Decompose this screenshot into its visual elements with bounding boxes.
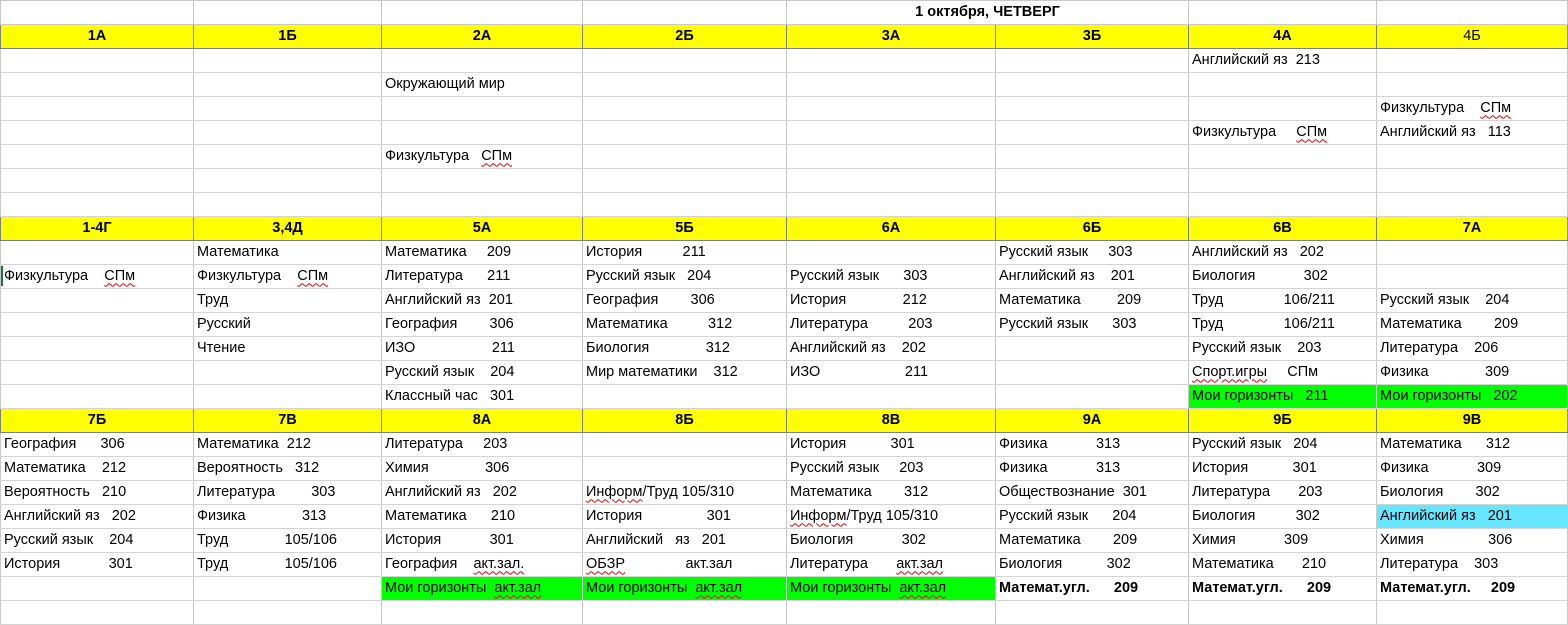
- lesson-cell[interactable]: ИЗО 211: [787, 361, 996, 385]
- spellcheck-flag: Информ: [790, 508, 847, 525]
- lesson-row: [1, 145, 1568, 169]
- empty-cell[interactable]: [583, 145, 787, 169]
- lesson-cell[interactable]: Спорт.игры СПм: [1189, 361, 1377, 385]
- lesson-cell[interactable]: Мои горизонты акт.зал: [787, 577, 996, 601]
- lesson-row: [1, 337, 1568, 361]
- empty-cell[interactable]: [583, 121, 787, 145]
- empty-cell[interactable]: [194, 49, 382, 73]
- empty-cell[interactable]: [382, 193, 583, 217]
- lesson-cell[interactable]: Русский язык 303: [996, 313, 1189, 337]
- lesson-cell[interactable]: Русский язык 204: [1189, 433, 1377, 457]
- lesson-cell[interactable]: Математика: [194, 241, 382, 265]
- empty-cell[interactable]: [787, 241, 996, 265]
- empty-cell[interactable]: [583, 97, 787, 121]
- lesson-cell[interactable]: История 301: [1, 553, 194, 577]
- empty-cell[interactable]: [1, 193, 194, 217]
- spellcheck-flag: Информ: [586, 484, 643, 501]
- lesson-cell[interactable]: Литература акт.зал: [787, 553, 996, 577]
- empty-cell[interactable]: [1377, 601, 1568, 625]
- lesson-row: [1, 577, 1568, 601]
- empty-cell[interactable]: [996, 97, 1189, 121]
- class-header-cell[interactable]: 8А: [382, 409, 583, 433]
- lesson-row: [1, 361, 1568, 385]
- lesson-cell[interactable]: Математика 209: [382, 241, 583, 265]
- lesson-cell[interactable]: Биология 302: [1189, 265, 1377, 289]
- lesson-cell[interactable]: Вероятность 210: [1, 481, 194, 505]
- class-header-row: [1, 409, 1568, 433]
- cell-selection-marker: [1, 266, 3, 286]
- empty-cell[interactable]: [583, 601, 787, 625]
- spellcheck-flag: Спорт.игры: [1192, 364, 1268, 381]
- empty-cell[interactable]: [1377, 49, 1568, 73]
- lesson-cell[interactable]: Математика 312: [1377, 433, 1568, 457]
- empty-cell[interactable]: [1377, 169, 1568, 193]
- class-header-row: [1, 217, 1568, 241]
- lesson-cell[interactable]: Биология 302: [1377, 481, 1568, 505]
- empty-cell[interactable]: [996, 169, 1189, 193]
- spellcheck-flag: СПм: [1296, 124, 1328, 141]
- lesson-cell[interactable]: Биология 302: [787, 529, 996, 553]
- lesson-cell[interactable]: Русский язык 204: [382, 361, 583, 385]
- empty-cell[interactable]: [1, 1, 194, 25]
- lesson-cell[interactable]: ИЗО 211: [382, 337, 583, 361]
- lesson-cell[interactable]: Информ/Труд 105/310: [787, 505, 996, 529]
- empty-cell[interactable]: [583, 193, 787, 217]
- spellcheck-flag: СПм: [104, 268, 136, 285]
- lesson-cell[interactable]: Биология 312: [583, 337, 787, 361]
- empty-cell[interactable]: [1, 145, 194, 169]
- empty-cell[interactable]: [1, 73, 194, 97]
- empty-cell[interactable]: [1377, 265, 1568, 289]
- lesson-row: [1, 601, 1568, 625]
- lesson-cell[interactable]: Математика 212: [194, 433, 382, 457]
- lesson-row: [1, 313, 1568, 337]
- empty-cell[interactable]: [1377, 145, 1568, 169]
- empty-cell[interactable]: [787, 601, 996, 625]
- empty-cell[interactable]: [1189, 1, 1377, 25]
- class-header-cell[interactable]: 2Б: [583, 25, 787, 49]
- empty-cell[interactable]: [382, 121, 583, 145]
- empty-cell[interactable]: [1, 601, 194, 625]
- lesson-cell[interactable]: Математ.угл. 209: [1189, 577, 1377, 601]
- lesson-cell[interactable]: ОБЗР акт.зал: [583, 553, 787, 577]
- lesson-cell[interactable]: Мои горизонты акт.зал: [583, 577, 787, 601]
- empty-cell[interactable]: [583, 385, 787, 409]
- lesson-cell[interactable]: Математика 209: [996, 529, 1189, 553]
- lesson-row: [1, 385, 1568, 409]
- class-header-cell[interactable]: 3А: [787, 25, 996, 49]
- lesson-cell[interactable]: История 301: [1189, 457, 1377, 481]
- lesson-cell[interactable]: Литература 203: [382, 433, 583, 457]
- class-header-cell[interactable]: 6Б: [996, 217, 1189, 241]
- empty-cell[interactable]: [194, 1, 382, 25]
- class-header-cell[interactable]: 1-4Г: [1, 217, 194, 241]
- empty-cell[interactable]: [194, 169, 382, 193]
- empty-cell[interactable]: [194, 577, 382, 601]
- empty-cell[interactable]: [787, 193, 996, 217]
- lesson-cell[interactable]: Русский язык 203: [1189, 337, 1377, 361]
- lesson-cell[interactable]: Физика 309: [1377, 457, 1568, 481]
- empty-cell[interactable]: [996, 121, 1189, 145]
- lesson-cell[interactable]: Математика 209: [1377, 313, 1568, 337]
- empty-cell[interactable]: [1189, 145, 1377, 169]
- lesson-cell[interactable]: Математика 210: [382, 505, 583, 529]
- lesson-cell[interactable]: Математика 212: [1, 457, 194, 481]
- empty-cell[interactable]: [382, 601, 583, 625]
- class-header-cell[interactable]: 5Б: [583, 217, 787, 241]
- lesson-row: [1, 241, 1568, 265]
- class-header-cell[interactable]: 3Б: [996, 25, 1189, 49]
- spellcheck-flag: акт.зал: [896, 556, 943, 573]
- empty-cell[interactable]: [996, 145, 1189, 169]
- lesson-row: [1, 529, 1568, 553]
- lesson-cell[interactable]: Английский яз 202: [1, 505, 194, 529]
- empty-cell[interactable]: [1189, 601, 1377, 625]
- lesson-cell[interactable]: Труд: [194, 289, 382, 313]
- lesson-cell[interactable]: Труд 106/211: [1189, 313, 1377, 337]
- empty-cell[interactable]: [583, 169, 787, 193]
- empty-cell[interactable]: [583, 433, 787, 457]
- lesson-cell[interactable]: Математ.угл. 209: [996, 577, 1189, 601]
- spellcheck-flag: акт.зал: [899, 580, 947, 597]
- class-header-cell[interactable]: 8Б: [583, 409, 787, 433]
- class-header-cell[interactable]: 6А: [787, 217, 996, 241]
- lesson-cell[interactable]: География акт.зал.: [382, 553, 583, 577]
- lesson-cell[interactable]: Химия 306: [1377, 529, 1568, 553]
- class-header-cell[interactable]: 4А: [1189, 25, 1377, 49]
- lesson-cell[interactable]: Биология 302: [996, 553, 1189, 577]
- class-header-cell[interactable]: 7Б: [1, 409, 194, 433]
- lesson-cell[interactable]: Литература 211: [382, 265, 583, 289]
- lesson-row: [1, 481, 1568, 505]
- class-header-row: [1, 25, 1568, 49]
- spellcheck-flag: акт.зал: [494, 580, 542, 597]
- empty-cell[interactable]: [583, 49, 787, 73]
- spellcheck-flag: СПм: [297, 268, 329, 285]
- lesson-cell[interactable]: Русский язык 204: [1, 529, 194, 553]
- empty-cell[interactable]: [1, 577, 194, 601]
- lesson-cell[interactable]: Классный час 301: [382, 385, 583, 409]
- empty-cell[interactable]: [1, 385, 194, 409]
- lesson-row: [1, 193, 1568, 217]
- class-header-cell[interactable]: 9А: [996, 409, 1189, 433]
- lesson-cell[interactable]: Физика 313: [194, 505, 382, 529]
- lesson-cell[interactable]: Мои горизонты 202: [1377, 385, 1568, 409]
- empty-cell[interactable]: [787, 73, 996, 97]
- lesson-cell[interactable]: Мир математики 312: [583, 361, 787, 385]
- lesson-cell[interactable]: Литература 203: [787, 313, 996, 337]
- empty-cell[interactable]: [1189, 193, 1377, 217]
- empty-cell[interactable]: [382, 97, 583, 121]
- class-header-cell[interactable]: 1Б: [194, 25, 382, 49]
- empty-cell[interactable]: [996, 49, 1189, 73]
- lesson-cell[interactable]: Литература 203: [1189, 481, 1377, 505]
- empty-cell[interactable]: [583, 1, 787, 25]
- spellcheck-flag: СПм: [1480, 100, 1512, 117]
- lesson-cell[interactable]: География 306: [382, 313, 583, 337]
- empty-cell[interactable]: [583, 457, 787, 481]
- empty-cell[interactable]: [996, 361, 1189, 385]
- empty-cell[interactable]: [1, 241, 194, 265]
- lesson-row: [1, 553, 1568, 577]
- lesson-cell[interactable]: Физика 313: [996, 433, 1189, 457]
- lesson-cell[interactable]: Физкультура СПм: [1, 265, 194, 289]
- lesson-row: [1, 433, 1568, 457]
- lesson-cell[interactable]: Английский яз 201: [583, 529, 787, 553]
- lesson-cell[interactable]: Математика 210: [1189, 553, 1377, 577]
- lesson-row: [1, 289, 1568, 313]
- empty-cell[interactable]: [194, 73, 382, 97]
- empty-cell[interactable]: [1, 289, 194, 313]
- lesson-cell[interactable]: Физика 313: [996, 457, 1189, 481]
- lesson-cell[interactable]: Мои горизонты акт.зал: [382, 577, 583, 601]
- class-header-cell[interactable]: 3,4Д: [194, 217, 382, 241]
- empty-cell[interactable]: [1, 49, 194, 73]
- spellcheck-flag: акт.зал.: [473, 556, 525, 573]
- empty-cell[interactable]: [787, 145, 996, 169]
- class-header-cell[interactable]: 9В: [1377, 409, 1568, 433]
- lesson-cell[interactable]: История 301: [583, 505, 787, 529]
- lesson-cell[interactable]: Математ.угл. 209: [1377, 577, 1568, 601]
- lesson-cell[interactable]: Физика 309: [1377, 361, 1568, 385]
- empty-cell[interactable]: [996, 73, 1189, 97]
- lesson-row: [1, 97, 1568, 121]
- lesson-cell[interactable]: География 306: [1, 433, 194, 457]
- empty-cell[interactable]: [1, 337, 194, 361]
- lesson-cell[interactable]: Обществознание 301: [996, 481, 1189, 505]
- empty-cell[interactable]: [1377, 73, 1568, 97]
- empty-cell[interactable]: [996, 601, 1189, 625]
- lesson-row: [1, 169, 1568, 193]
- lesson-cell[interactable]: Русский язык 204: [1377, 289, 1568, 313]
- lesson-row: [1, 457, 1568, 481]
- empty-cell[interactable]: [1, 169, 194, 193]
- lesson-cell[interactable]: История 301: [382, 529, 583, 553]
- empty-cell[interactable]: [1, 121, 194, 145]
- empty-cell[interactable]: [787, 121, 996, 145]
- empty-cell[interactable]: [996, 385, 1189, 409]
- lesson-cell[interactable]: Труд 105/106: [194, 529, 382, 553]
- lesson-row: [1, 505, 1568, 529]
- lesson-cell[interactable]: Русский: [194, 313, 382, 337]
- lesson-row: [1, 73, 1568, 97]
- lesson-cell[interactable]: Труд 106/211: [1189, 289, 1377, 313]
- class-header-cell[interactable]: 8В: [787, 409, 996, 433]
- empty-cell[interactable]: [194, 361, 382, 385]
- empty-cell[interactable]: [787, 97, 996, 121]
- class-header-cell[interactable]: 4Б: [1377, 25, 1568, 49]
- lesson-cell[interactable]: Русский язык 203: [787, 457, 996, 481]
- lesson-cell[interactable]: Физкультура СПм: [194, 265, 382, 289]
- lesson-cell[interactable]: Английский яз 201: [382, 289, 583, 313]
- lesson-cell[interactable]: Русский язык 204: [996, 505, 1189, 529]
- class-header-cell[interactable]: 2А: [382, 25, 583, 49]
- lesson-cell[interactable]: Окружающий мир: [382, 73, 583, 97]
- lesson-cell[interactable]: История 212: [787, 289, 996, 313]
- class-header-cell[interactable]: 5А: [382, 217, 583, 241]
- empty-cell[interactable]: [194, 121, 382, 145]
- lesson-cell[interactable]: Информ/Труд 105/310: [583, 481, 787, 505]
- lesson-row: [1, 49, 1568, 73]
- lesson-cell[interactable]: Математика 209: [996, 289, 1189, 313]
- empty-cell[interactable]: [996, 337, 1189, 361]
- lesson-cell[interactable]: Труд 105/106: [194, 553, 382, 577]
- empty-cell[interactable]: [996, 193, 1189, 217]
- empty-cell[interactable]: [787, 169, 996, 193]
- empty-cell[interactable]: [194, 97, 382, 121]
- empty-cell[interactable]: [1377, 193, 1568, 217]
- empty-cell[interactable]: [194, 145, 382, 169]
- lesson-cell[interactable]: Английский яз 202: [1189, 241, 1377, 265]
- empty-cell[interactable]: [1, 361, 194, 385]
- lesson-cell[interactable]: Математика 312: [787, 481, 996, 505]
- empty-cell[interactable]: [1189, 169, 1377, 193]
- lesson-cell[interactable]: Физкультура СПм: [382, 145, 583, 169]
- lesson-cell[interactable]: Физкультура СПм: [1377, 97, 1568, 121]
- empty-cell[interactable]: [194, 385, 382, 409]
- sheet-grid: [1, 1, 1568, 625]
- lesson-cell[interactable]: Физкультура СПм: [1189, 121, 1377, 145]
- lesson-cell[interactable]: География 306: [583, 289, 787, 313]
- lesson-row: [1, 121, 1568, 145]
- spellcheck-flag: акт.зал: [695, 580, 743, 597]
- lesson-cell[interactable]: Вероятность 312: [194, 457, 382, 481]
- title-row: [1, 1, 1568, 25]
- class-header-cell[interactable]: 1А: [1, 25, 194, 49]
- lesson-cell[interactable]: Химия 309: [1189, 529, 1377, 553]
- spellcheck-flag: ОБЗР: [586, 556, 626, 573]
- empty-cell[interactable]: [1377, 241, 1568, 265]
- empty-cell[interactable]: [382, 169, 583, 193]
- empty-cell[interactable]: [1377, 1, 1568, 25]
- empty-cell[interactable]: [1189, 97, 1377, 121]
- empty-cell[interactable]: [787, 49, 996, 73]
- lesson-cell[interactable]: Английский яз 113: [1377, 121, 1568, 145]
- lesson-cell[interactable]: Английский яз 201: [1377, 505, 1568, 529]
- empty-cell[interactable]: [194, 601, 382, 625]
- lesson-cell[interactable]: Английский яз 202: [787, 337, 996, 361]
- spellcheck-flag: СПм: [481, 148, 513, 165]
- lesson-cell[interactable]: Мои горизонты 211: [1189, 385, 1377, 409]
- empty-cell[interactable]: [583, 73, 787, 97]
- empty-cell[interactable]: [1, 313, 194, 337]
- class-header-cell[interactable]: 6В: [1189, 217, 1377, 241]
- class-header-cell[interactable]: 7В: [194, 409, 382, 433]
- lesson-cell[interactable]: Литература 206: [1377, 337, 1568, 361]
- empty-cell[interactable]: [787, 385, 996, 409]
- lesson-cell[interactable]: История 211: [583, 241, 787, 265]
- sheet-title[interactable]: 1 октября, ЧЕТВЕРГ: [787, 1, 1189, 25]
- lesson-cell[interactable]: Русский язык 303: [787, 265, 996, 289]
- empty-cell[interactable]: [1, 97, 194, 121]
- lesson-cell[interactable]: Литература 303: [194, 481, 382, 505]
- empty-cell[interactable]: [194, 193, 382, 217]
- lesson-cell[interactable]: Математика 312: [583, 313, 787, 337]
- class-header-cell[interactable]: 9Б: [1189, 409, 1377, 433]
- empty-cell[interactable]: [1189, 73, 1377, 97]
- lesson-cell[interactable]: Литература 303: [1377, 553, 1568, 577]
- lesson-cell[interactable]: Биология 302: [1189, 505, 1377, 529]
- lesson-cell[interactable]: История 301: [787, 433, 996, 457]
- lesson-cell[interactable]: Русский язык 303: [996, 241, 1189, 265]
- lesson-cell[interactable]: Английский яз 202: [382, 481, 583, 505]
- lesson-cell[interactable]: Русский язык 204: [583, 265, 787, 289]
- empty-cell[interactable]: [382, 1, 583, 25]
- lesson-cell[interactable]: Чтение: [194, 337, 382, 361]
- empty-cell[interactable]: [382, 49, 583, 73]
- lesson-row: [1, 265, 1568, 289]
- lesson-cell[interactable]: Химия 306: [382, 457, 583, 481]
- class-header-cell[interactable]: 7А: [1377, 217, 1568, 241]
- lesson-cell[interactable]: Английский яз 201: [996, 265, 1189, 289]
- lesson-cell[interactable]: Английский яз 213: [1189, 49, 1377, 73]
